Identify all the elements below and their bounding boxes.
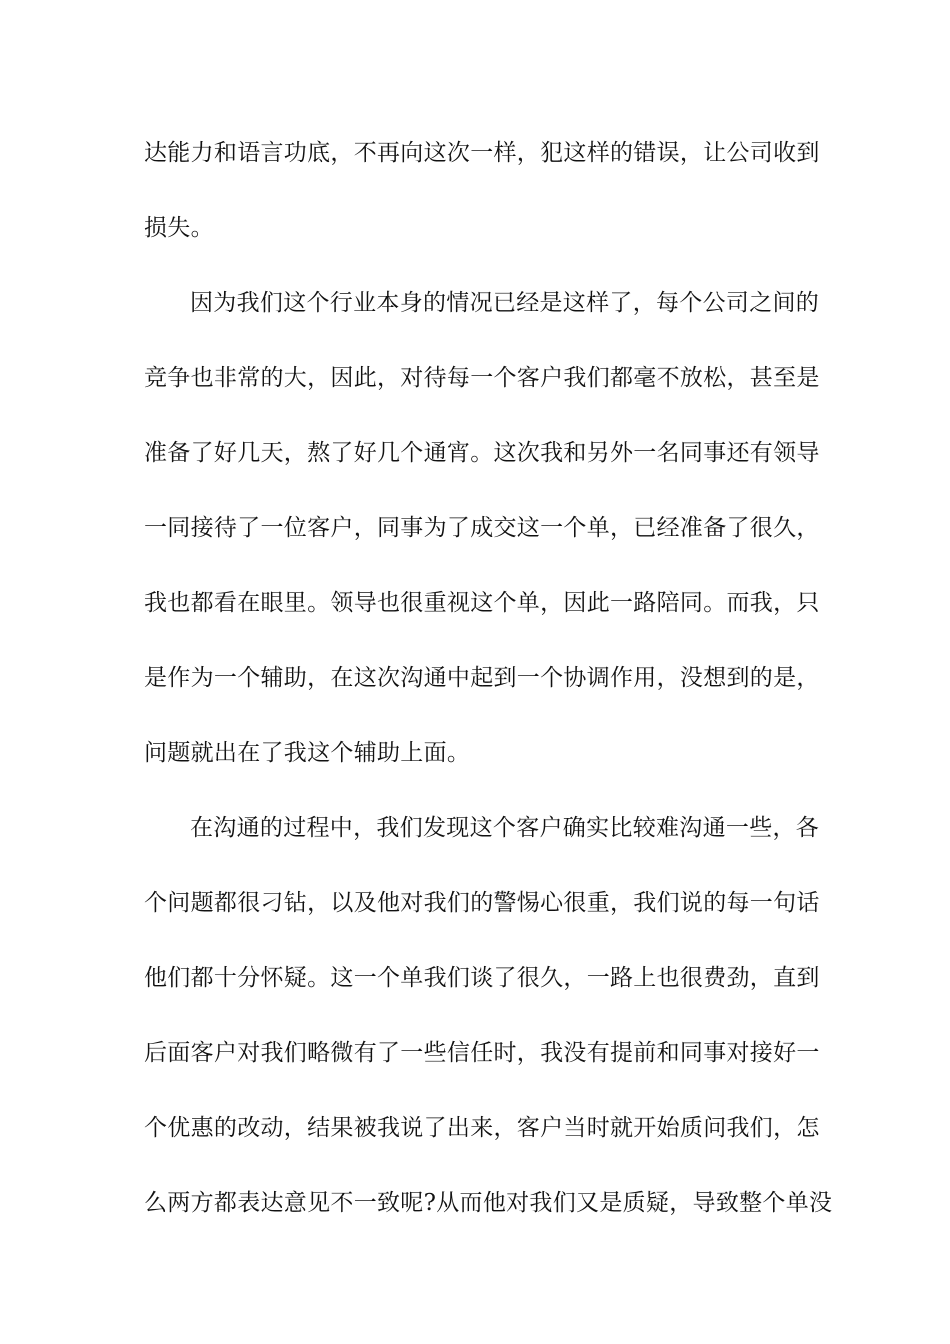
- text-line: 我也都看在眼里。领导也很重视这个单，因此一路陪同。而我，只: [144, 590, 820, 616]
- text-line: 损失。: [144, 215, 214, 241]
- text-line: 个问题都很刁钻，以及他对我们的警惕心很重，我们说的每一句话: [144, 890, 820, 916]
- text-line: 一同接待了一位客户，同事为了成交这一个单，已经准备了很久，: [144, 515, 820, 541]
- paragraph-first-line: 在沟通的过程中，我们发现这个客户确实比较难沟通一些，各: [190, 815, 820, 841]
- text-line: 后面客户对我们略微有了一些信任时，我没有提前和同事对接好一: [144, 1040, 820, 1066]
- text-line: 他们都十分怀疑。这一个单我们谈了很久，一路上也很费劲，直到: [144, 965, 820, 991]
- text-line: 是作为一个辅助，在这次沟通中起到一个协调作用，没想到的是，: [144, 665, 820, 691]
- paragraph-first-line: 因为我们这个行业本身的情况已经是这样了，每个公司之间的: [190, 290, 820, 316]
- text-line: 问题就出在了我这个辅助上面。: [144, 740, 471, 766]
- text-line: 么两方都表达意见不一致呢?从而他对我们又是质疑，导致整个单没: [144, 1190, 833, 1216]
- text-line: 竞争也非常的大，因此，对待每一个客户我们都毫不放松，甚至是: [144, 365, 820, 391]
- text-line: 个优惠的改动，结果被我说了出来，客户当时就开始质问我们，怎: [144, 1115, 820, 1141]
- text-line: 达能力和语言功底，不再向这次一样，犯这样的错误，让公司收到: [144, 140, 820, 166]
- text-line: 准备了好几天，熬了好几个通宵。这次我和另外一名同事还有领导: [144, 440, 820, 466]
